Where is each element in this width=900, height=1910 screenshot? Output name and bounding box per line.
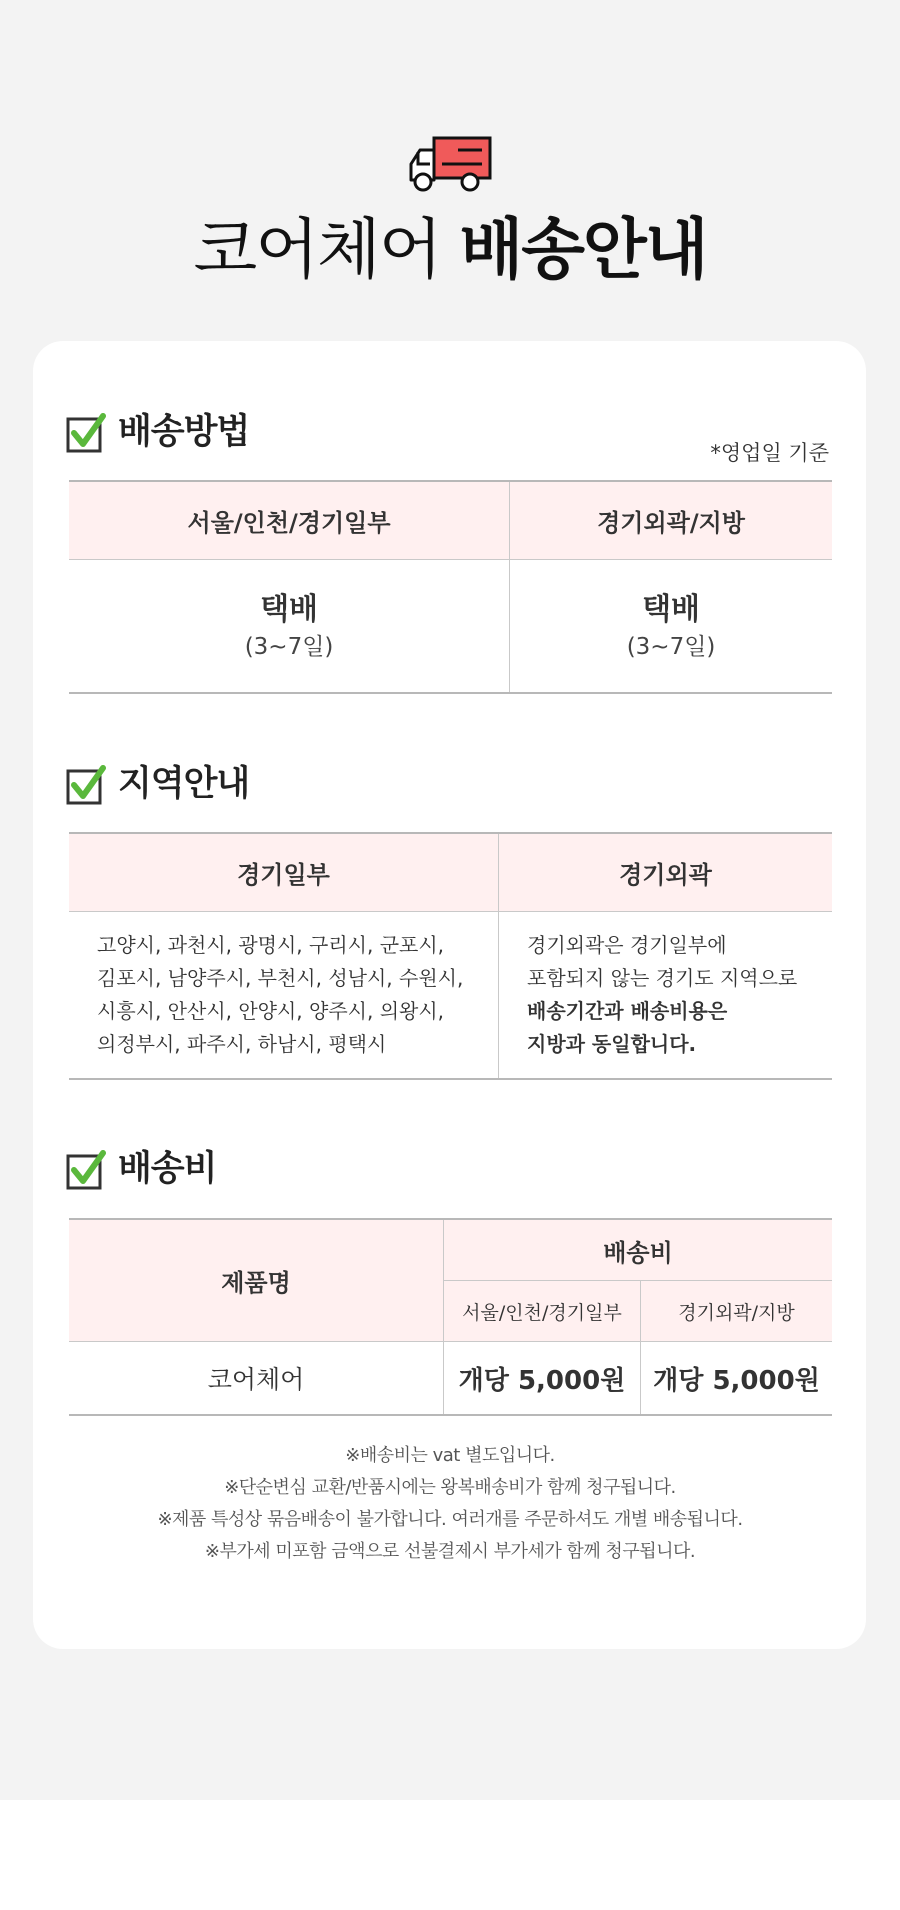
table-cell: [510, 560, 832, 694]
checkbox-checked-icon: [66, 413, 106, 453]
section-title-fee: 배송비: [118, 1149, 217, 1189]
description-bold-line: 배송기간과 배송비용은: [527, 999, 728, 1023]
table-cell: [69, 560, 510, 694]
method-duration: (3~7일): [244, 634, 334, 660]
notice-list: [0, 1440, 900, 1568]
section-title-region: 지역안내: [118, 764, 250, 804]
description-line: 경기외곽은 경기일부에: [527, 933, 727, 957]
notice-line: ※단순변심 교환/반품시에는 왕복배송비가 함께 청구됩니다.: [224, 1477, 676, 1498]
notice-line: ※부가세 미포함 금액으로 선불결제시 부가세가 함께 청구됩니다.: [204, 1541, 696, 1562]
table-row: [69, 912, 832, 1080]
truck-icon: [408, 136, 492, 194]
checkbox-checked-icon: [66, 1150, 106, 1190]
fee-header: 배송비: [444, 1219, 833, 1281]
city-line: 의정부시, 파주시, 하남시, 평택시: [97, 1032, 387, 1056]
region-cities-cell: [69, 912, 499, 1080]
fee-cell: 개당 5,000원: [444, 1342, 641, 1416]
business-day-note: *영업일 기준: [710, 441, 829, 465]
method-label: 택배: [260, 592, 319, 627]
checkbox-checked-icon: [66, 765, 106, 805]
notice-line: ※제품 특성상 묶음배송이 불가합니다. 여러개를 주문하셔도 개별 배송됩니다.: [157, 1509, 743, 1530]
page-title-light: 코어체어: [193, 211, 441, 288]
fee-cell: 개당 5,000원: [641, 1342, 833, 1416]
product-name-header: 제품명: [69, 1219, 444, 1342]
column-header: 경기외곽/지방: [510, 481, 832, 560]
column-subheader: 서울/인천/경기일부: [444, 1281, 641, 1342]
table-header-row: [69, 1219, 832, 1281]
region-description-cell: [499, 912, 833, 1080]
description-bold-line: 지방과 동일합니다.: [527, 1032, 697, 1056]
column-header: 서울/인천/경기일부: [69, 481, 510, 560]
notice-line: ※배송비는 vat 별도입니다.: [345, 1445, 555, 1466]
column-header: 경기외곽: [499, 833, 833, 912]
table-header-row: [69, 833, 832, 912]
column-header: 경기일부: [69, 833, 499, 912]
region-table: [69, 832, 832, 1080]
shipping-method-table: [69, 480, 832, 694]
product-name-cell: 코어체어: [69, 1342, 444, 1416]
column-subheader: 경기외곽/지방: [641, 1281, 833, 1342]
description-line: 포함되지 않는 경기도 지역으로: [527, 966, 798, 990]
method-duration: (3~7일): [626, 634, 716, 660]
page-title: [0, 205, 900, 295]
city-line: 고양시, 과천시, 광명시, 구리시, 군포시,: [97, 933, 445, 957]
city-line: 김포시, 남양주시, 부천시, 성남시, 수원시,: [97, 966, 464, 990]
table-header-row: [69, 481, 832, 560]
page-title-bold: 배송안내: [459, 211, 707, 288]
table-row: [69, 560, 832, 694]
method-label: 택배: [642, 592, 701, 627]
shipping-fee-table: [69, 1218, 832, 1416]
city-line: 시흥시, 안산시, 안양시, 양주시, 의왕시,: [97, 999, 445, 1023]
table-row: [69, 1342, 832, 1416]
section-title-method: 배송방법: [118, 412, 250, 452]
